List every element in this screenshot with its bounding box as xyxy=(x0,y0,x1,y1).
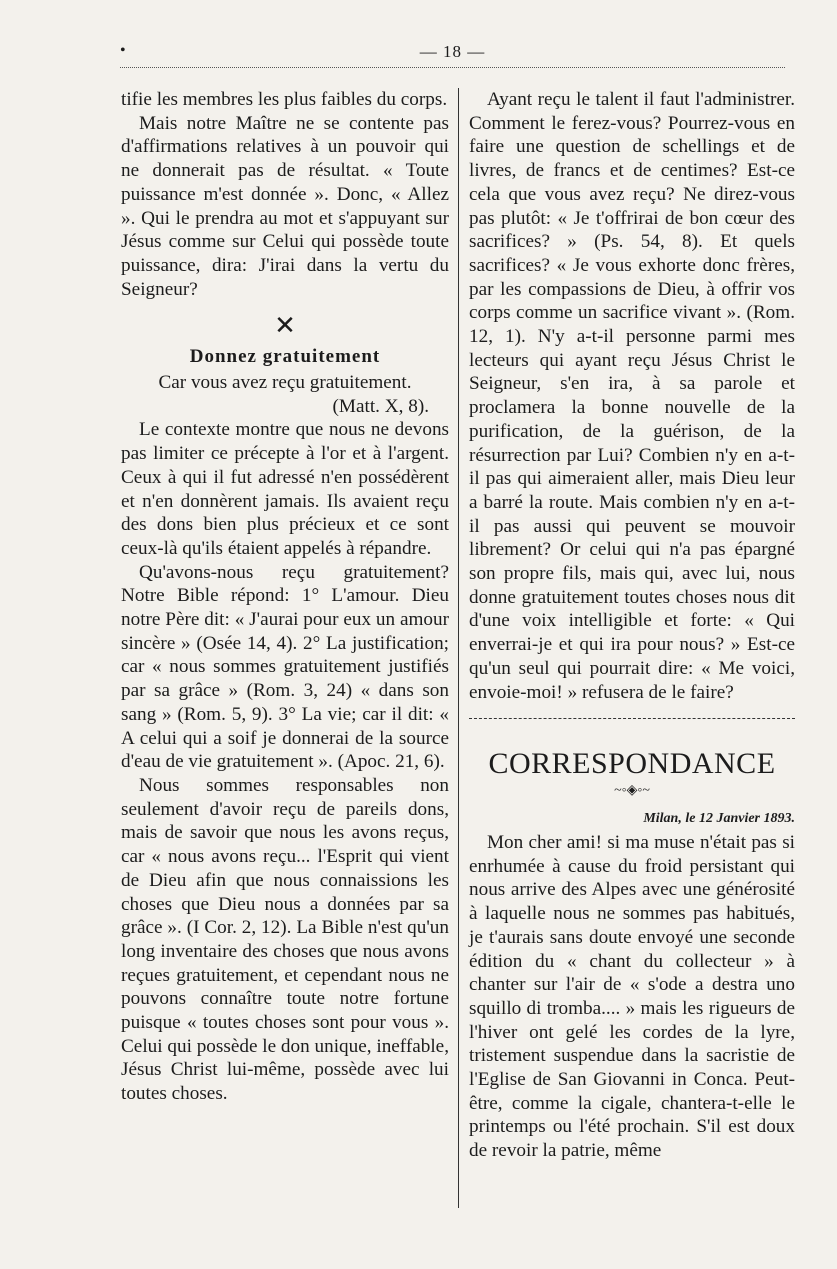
header-dot: • xyxy=(120,42,126,59)
left-paragraph-5: Nous sommes responsables non seulement d'avoir reçu de pareils dons, mais de savoir que nous les avons reçus, car « nous avons reçu... l'Esprit qui vient de Dieu afin que nous connaissions les choses que Dieu nous a données par sa grâce ». (I Cor. 2, 12). La Bible n'est qu'un long inventaire des choses que nous avons reçues gratuitement, et cependant nous ne pouvons connaître toute notre fortune puisque « toutes choses sont pour vous ». Celui qui possède le don unique, ineffable, Jésus Christ lui-même, possède avec lui toutes choses. xyxy=(121,774,449,1105)
page-header xyxy=(120,38,785,68)
ornament-rule xyxy=(469,718,795,729)
left-paragraph-1: tifie les membres les plus faibles du corps. xyxy=(121,89,448,110)
column-divider xyxy=(458,88,459,1208)
left-paragraph-2: Mais notre Maître ne se contente pas d'affirmations relatives à un pouvoir qui ne donnerait pas de résultat. « Toute puissance m'est donnée ». Donc, « Allez ». Qui le prendra au mot et s'appuyant sur Jésus comme sur Celui qui possède toute puissance, dira: J'irai dans la vertu du Seigneur? xyxy=(121,112,449,300)
right-paragraph-2: Mon cher ami! si ma muse n'était pas si enrhumée à cause du froid persistant qui nous arrive des Alpes avec une générosité à laquelle nous ne sommes pas habitués, je t'aurais sans doute envoyé une seconde édition du « chant du collecteur » à chanter sur l'air de « s'ode a destra uno squillo di tromba.... » mais les rigueurs de l'hiver ont gelé les cordes de la lyre, tristement suspendue dans la sacristie de l'Eglise de San Giovanni in Conca. Peut-être, comme la cigale, chantera-t-elle le printemps ou l'été prochain. S'il est doux de revoir la patrie, même xyxy=(469,831,795,1162)
left-column xyxy=(121,88,449,1106)
title-ornament: ~◦◈◦~ xyxy=(614,783,650,799)
right-paragraph-1: Ayant reçu le talent il faut l'administrer. Comment le ferez-vous? Pourrez-vous en faire une question de schellings et de livres, de francs et de centimes? Est-ce cela que vous avez reçu? Ne direz-vous pas plutôt: « Je t'offrirai de bon cœur des sacrifices? » (Ps. 54, 8). Et quels sacrifices? « Je vous exhorte donc frères, par les compassions de Dieu, à offrir vos corps comme un sacrifice vivant ». (Rom. 12, 1). N'y a-t-il personne parmi mes lecteurs qui ayant reçu Jésus Christ le Seigneur, s'en ira, à sa parole et proclamera la bonne nouvelle de la purification, de la guérison, de la résurrection par Lui? Combien n'y en a-t-il pas qui aimeraient aller, mais Dieu leur a barré la route. Mais combien n'y en a-t-il pas aussi qui peuvent se mouvoir librement? Or celui qui n'a pas épargné son propre fils, mais qui, avec lui, nous donne gratuitement toutes choses nous dit d'une voix intelligible et forte: « Qui enverrai-je et qui ira pour nous? » Est-ce qu'un seul qui pourrait dire: « Me voici, envoie-moi! » refusera de le faire? xyxy=(469,89,795,703)
section-mark: ✕ xyxy=(274,311,296,341)
header-rule xyxy=(120,67,785,68)
epigraph-reference: (Matt. X, 8). xyxy=(332,395,429,417)
right-column xyxy=(469,88,795,1163)
page-number: — 18 — xyxy=(419,42,486,61)
dateline: Milan, le 12 Janvier 1893. xyxy=(643,811,795,827)
left-paragraph-3: Le contexte montre que nous ne devons pas limiter ce précepte à l'or et à l'argent. Ceux à qui il fut adressé n'en possédèrent et n'en donnèrent jamais. Ils avaient reçu des dons bien plus précieux et ce sont ceux-là qu'ils étaient appelés à répandre. xyxy=(121,419,449,559)
section-heading: Donnez gratuitement xyxy=(189,346,381,368)
left-paragraph-4: Qu'avons-nous reçu gratuitement? Notre Bible répond: 1° L'amour. Dieu notre Père dit: « J'aurai pour eux un amour sincère » (Osée 14, 4). 2° La justification; car « nous sommes gratuitement justifiés par sa grâce » (Rom. 3, 24) « dans son sang » (Rom. 5, 9). 3° La vie; car il dit: « A celui qui a soif je donnerai de la source d'eau de vie gratuitement ». (Apoc. 21, 6). xyxy=(121,561,449,773)
epigraph: Car vous avez reçu gratuitement. xyxy=(158,372,412,394)
correspondance-title: CORRESPONDANCE xyxy=(488,747,776,781)
